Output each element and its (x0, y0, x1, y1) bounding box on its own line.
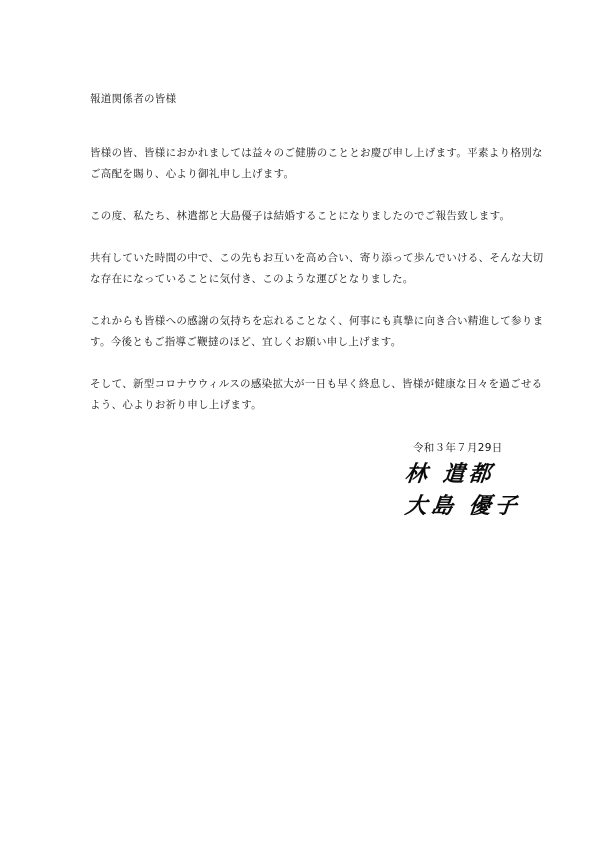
paragraph-reason (90, 248, 544, 290)
letter-body (90, 143, 544, 437)
paragraph-greeting (90, 143, 543, 185)
salutation: 報道関係者の皆様 (90, 93, 177, 105)
paragraph-line: ご高配を賜り、心より御礼申し上げます。 (90, 168, 295, 180)
paragraph-closing (90, 374, 543, 416)
paragraph-gratitude (90, 311, 544, 353)
signature-line: 大島 優子 (403, 493, 523, 519)
signature-line: 林 遣都 (403, 461, 497, 487)
paragraph-line: 共有していた時間の中で、この先もお互いを高め合い、寄り添って歩んでいける、そんな大切 (90, 252, 544, 264)
paragraph-line: この度、私たち、林遣都と大島優子は結婚することになりましたのでご報告致します。 (90, 210, 511, 222)
paragraph-line: す。今後ともご指導ご鞭撻のほど、宜しくお願い申し上げます。 (90, 336, 402, 348)
paragraph-line: な存在になっていることに気付き、このような運びとなりました。 (90, 273, 414, 285)
handwritten-signature (403, 458, 523, 530)
paragraph-line: よう、心よりお祈り申し上げます。 (90, 399, 262, 411)
paragraph-line: 皆様の皆、皆様におかれましては益々のご健勝のこととお慶び申し上げます。平素より格別な (90, 147, 543, 159)
paragraph-line: これからも皆様への感謝の気持ちを忘れることなく、何事にも真摯に向き合い精進して参りま (90, 315, 544, 327)
paragraph-line: そして、新型コロナウウィルスの感染拡大が一日も早く終息し、皆様が健康な日々を過ごせる (90, 378, 543, 390)
paragraph-announcement (90, 206, 530, 227)
letter-date: 令和３年７月29日 (413, 442, 503, 454)
